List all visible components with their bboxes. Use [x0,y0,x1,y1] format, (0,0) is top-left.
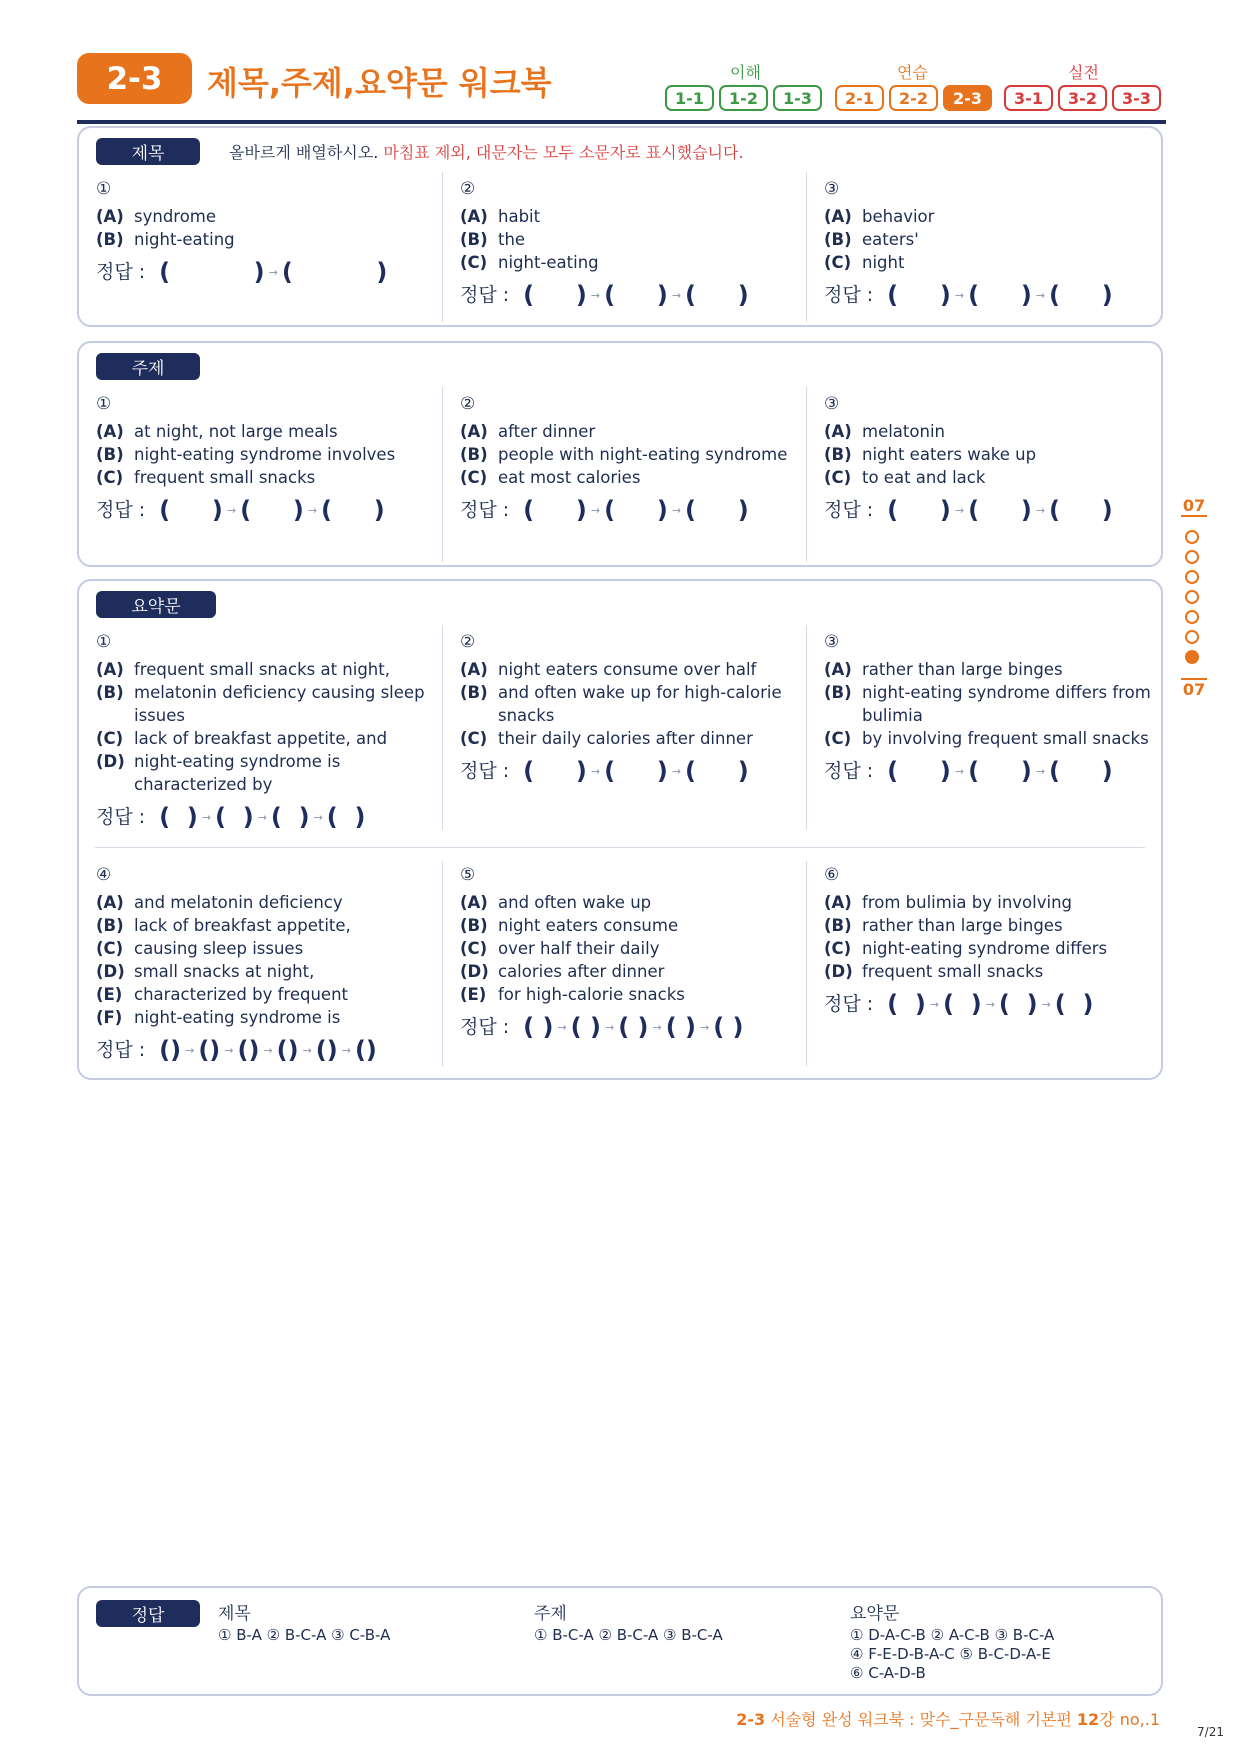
answer-blank[interactable]: () [315,1036,338,1064]
arrow-icon: → [590,765,601,778]
page-dot-icon [1185,550,1199,564]
option-key: (A) [460,893,488,912]
answer-blank[interactable]: ( ) [887,496,951,524]
option [96,466,446,489]
option-text: frequent small snacks at night, [134,660,390,679]
answer-key-summary-line-1: ① D-A-C-B ② A-C-B ③ B-C-A [850,1626,1055,1644]
summary-item-2 [460,631,810,783]
summary-item-6 [824,864,1174,1016]
option [96,443,446,466]
arrow-icon: → [671,765,682,778]
option-key: (A) [824,422,852,441]
footer [736,1707,1160,1730]
option-text: night-eating syndrome differs from bulimia [862,683,1151,725]
answer-row [96,803,446,831]
option-text: lack of breakfast appetite, and [134,729,388,748]
option-text: and often wake up [498,893,652,912]
answer-blank[interactable]: ( ) [685,496,749,524]
answer-row [824,281,1174,309]
option-key: (B) [96,230,124,249]
answer-label: 정답 : [460,499,510,521]
summary-tag: 요약문 [96,591,216,618]
option [460,960,810,983]
option-text: frequent small snacks [862,962,1044,981]
option [96,937,446,960]
item-number: ① [96,632,112,652]
answer-blank[interactable]: ( ) [665,1013,696,1041]
arrow-icon: → [954,289,965,302]
answer-blank[interactable]: ( ) [685,757,749,785]
answer-label: 정답 : [460,760,510,782]
side-index-bottom: 07 [1182,680,1206,699]
option-key: (C) [824,468,852,487]
option-text: night-eating syndrome involves [134,445,396,464]
arrow-icon: → [1035,765,1046,778]
chip-3-1[interactable]: 3-1 [1004,85,1053,111]
option [824,914,1174,937]
option-key: (E) [96,985,123,1004]
answer-blank[interactable]: ( ) [1049,281,1113,309]
answer-blank[interactable]: ( ) [968,281,1032,309]
level-group-understand: 이해 [730,63,761,82]
answer-row [460,281,810,309]
option [96,205,446,228]
page-dot-icon [1185,530,1199,544]
option [824,937,1174,960]
option-key: (C) [824,729,852,748]
option-key: (F) [96,1008,123,1027]
page-title: 제목,주제,요약문 워크북 [207,64,552,102]
answer-row [824,496,1174,524]
instruction-note: 마침표 제외, 대문자는 모두 소문자로 표시했습니다. [383,143,744,162]
option-key: (A) [460,207,488,226]
chip-1-2[interactable]: 1-2 [719,85,768,111]
option-text: night-eating syndrome differs [862,939,1108,958]
option-text: lack of breakfast appetite, [134,916,351,935]
answer-label: 정답 : [824,993,874,1015]
arrow-icon: → [1035,504,1046,517]
option-text: night eaters consume [498,916,679,935]
arrow-icon: → [671,289,682,302]
option-key: (E) [460,985,487,1004]
topic-item-3 [824,393,1174,522]
arrow-icon: → [700,1021,710,1034]
option [460,727,810,750]
summary-item-1 [96,631,446,829]
answer-blank[interactable]: () [159,1036,182,1064]
arrow-icon: → [1035,289,1046,302]
option-text: over half their daily [498,939,660,958]
title-item-1 [96,178,446,284]
option-text: small snacks at night, [134,962,315,981]
answer-blank[interactable]: ( ) [270,803,310,831]
chip-3-3[interactable]: 3-3 [1112,85,1161,111]
arrow-icon: → [263,1044,273,1057]
option-text: rather than large binges [862,916,1063,935]
option [824,658,1174,681]
option-key: (B) [460,916,488,935]
option-key: (C) [824,939,852,958]
option [460,914,810,937]
answer-blank[interactable]: ( ) [887,757,951,785]
option-key: (B) [824,916,852,935]
arrow-icon: → [226,504,237,517]
answer-blank[interactable]: ( ) [1049,496,1113,524]
answer-blank[interactable]: ( ) [713,1013,744,1041]
answer-row [460,757,810,785]
option [96,914,446,937]
option-key: (D) [96,752,125,771]
option-text: people with night-eating syndrome [498,445,788,464]
answer-blank[interactable]: ( ) [159,803,198,831]
option-key: (C) [96,729,124,748]
option-key: (C) [460,939,488,958]
answer-label: 정답 : [824,499,874,521]
option-key: (B) [824,230,852,249]
item-number: ③ [824,179,840,199]
option-text: causing sleep issues [134,939,304,958]
page-dot-active-icon [1185,650,1199,664]
answer-label: 정답 : [96,1039,146,1061]
answer-blank[interactable]: ( ) [523,281,587,309]
arrow-icon: → [590,504,601,517]
option-text: their daily calories after dinner [498,729,753,748]
option [96,891,446,914]
answer-blank[interactable]: ( ) [604,757,668,785]
option-key: (A) [824,207,852,226]
instruction-text: 올바르게 배열하시오. [229,143,379,162]
answer-row [460,1013,810,1041]
answer-blank[interactable]: ( ) [1054,990,1094,1018]
option-text: behavior [862,207,935,226]
option [824,727,1174,750]
page-number: 7/21 [1197,1725,1224,1739]
answer-row [96,258,446,286]
answer-label: 정답 : [96,499,146,521]
page-dot-icon [1185,570,1199,584]
answer-blank[interactable]: ( ) [281,258,388,286]
answer-row [96,496,446,524]
arrow-icon: → [307,504,318,517]
answer-blank[interactable]: ( ) [887,281,951,309]
answer-key-tag: 정답 [96,1600,200,1627]
answer-row [824,990,1174,1018]
answer-blank[interactable]: ( ) [523,757,587,785]
answer-blank[interactable]: ( ) [215,803,254,831]
answer-blank[interactable]: ( ) [326,803,366,831]
option [824,228,1174,251]
answer-key-summary-line-2: ④ F-E-D-B-A-C ⑤ B-C-D-A-E [850,1645,1051,1663]
arrow-icon: → [341,1044,351,1057]
answer-label: 정답 : [96,806,146,828]
option-key: (C) [460,468,488,487]
option-text: eaters' [862,230,919,249]
option-key: (B) [824,445,852,464]
answer-key-topic-values: ① B-C-A ② B-C-A ③ B-C-A [534,1626,723,1644]
item-number: ③ [824,632,840,652]
option-key: (D) [96,962,125,981]
arrow-icon: → [201,811,212,824]
answer-blank[interactable]: ( ) [618,1013,649,1041]
item-number: ③ [824,394,840,414]
title-tag: 제목 [96,138,200,165]
chip-1-3[interactable]: 1-3 [773,85,822,111]
option [460,681,810,727]
arrow-icon: → [604,1021,615,1034]
arrow-icon: → [929,998,940,1011]
section-badge: 2-3 [77,53,192,104]
option-text: from bulimia by involving [862,893,1073,912]
answer-label: 정답 : [460,284,510,306]
item-number: ① [96,394,112,414]
answer-label: 정답 : [824,760,874,782]
arrow-icon: → [652,1021,662,1034]
instruction [229,140,744,163]
topic-item-1 [96,393,446,522]
answer-label: 정답 : [824,284,874,306]
item-number: ② [460,394,476,414]
option [460,658,810,681]
option-text: frequent small snacks [134,468,316,487]
option [96,681,446,727]
option-text: and melatonin deficiency [134,893,343,912]
answer-key-panel [77,1586,1163,1696]
option-text: the [498,230,526,249]
answer-blank[interactable]: () [237,1036,260,1064]
option [96,960,446,983]
option [824,466,1174,489]
arrow-icon: → [257,811,267,824]
chip-3-2[interactable]: 3-2 [1058,85,1107,111]
arrow-icon: → [302,1044,312,1057]
option-key: (A) [460,660,488,679]
option [96,658,446,681]
answer-blank[interactable]: () [354,1036,377,1064]
option-text: night-eating syndrome is [134,1008,341,1027]
option [824,891,1174,914]
option-key: (B) [96,916,124,935]
option-text: night [862,253,905,272]
answer-blank[interactable]: ( ) [943,990,982,1018]
item-number: ④ [96,865,112,885]
option-key: (C) [824,253,852,272]
option-key: (B) [96,445,124,464]
option [824,205,1174,228]
row-divider [95,847,1145,848]
option-key: (B) [460,445,488,464]
page-dot-icon [1185,610,1199,624]
option-text: calories after dinner [498,962,665,981]
option-text: melatonin deficiency causing sleep issues [134,683,425,725]
option-text: for high-calorie snacks [498,985,685,1004]
arrow-icon: → [313,811,323,824]
option-key: (A) [824,660,852,679]
footer-lesson: 12 [1076,1710,1100,1729]
option-text: eat most calories [498,468,641,487]
arrow-icon: → [224,1044,234,1057]
arrow-icon: → [954,504,965,517]
arrow-icon: → [671,504,682,517]
answer-row [824,757,1174,785]
item-number: ⑤ [460,865,476,885]
option [460,228,810,251]
option-text: habit [498,207,541,226]
answer-key-summary-heading: 요약문 [850,1604,900,1624]
topic-item-2 [460,393,810,522]
option [824,681,1174,727]
item-number: ① [96,179,112,199]
answer-blank[interactable]: ( ) [968,757,1032,785]
level-group-practice: 연습 [897,63,928,82]
option-text: at night, not large meals [134,422,338,441]
option-text: syndrome [134,207,217,226]
option-key: (C) [96,939,124,958]
answer-key-title-heading: 제목 [218,1604,251,1624]
option [96,750,446,796]
footer-tail: 강 no,.1 [1099,1710,1160,1729]
option [824,443,1174,466]
answer-blank[interactable]: ( ) [321,496,385,524]
option-text: night eaters consume over half [498,660,757,679]
chip-2-2[interactable]: 2-2 [889,85,938,111]
option-key: (A) [96,660,124,679]
option [460,443,810,466]
option-key: (D) [824,962,853,981]
answer-blank[interactable]: ( ) [159,496,223,524]
option [96,727,446,750]
option-key: (A) [96,422,124,441]
option-text: night eaters wake up [862,445,1037,464]
item-number: ⑥ [824,865,840,885]
option [460,466,810,489]
arrow-icon: → [268,266,278,279]
answer-blank[interactable]: ( ) [604,496,668,524]
answer-blank[interactable]: ( ) [968,496,1032,524]
answer-blank[interactable]: ( ) [685,281,749,309]
option [96,420,446,443]
option-text: night-eating syndrome is characterized by [134,752,341,794]
option-key: (D) [460,962,489,981]
answer-blank[interactable]: () [276,1036,299,1064]
answer-blank[interactable]: ( ) [159,258,265,286]
option-text: to eat and lack [862,468,986,487]
side-index-top: 07 [1182,496,1206,515]
summary-item-4 [96,864,446,1062]
answer-blank[interactable]: ( ) [523,1013,554,1041]
option-key: (C) [460,729,488,748]
option-text: rather than large binges [862,660,1063,679]
option-key: (C) [460,253,488,272]
arrow-icon: → [1041,998,1051,1011]
option-text: and often wake up for high-calorie snacks [498,683,782,725]
option [96,228,446,251]
footer-text: 서술형 완성 워크북 : 맞수_구문독해 기본편 [765,1710,1077,1729]
item-number: ② [460,632,476,652]
item-number: ② [460,179,476,199]
answer-blank[interactable]: ( ) [523,496,587,524]
arrow-icon: → [954,765,965,778]
option [96,1006,446,1029]
option-text: night-eating [134,230,235,249]
option-key: (B) [824,683,852,702]
answer-key-topic-heading: 주제 [534,1604,567,1624]
title-item-3 [824,178,1174,307]
option-text: melatonin [862,422,945,441]
option-key: (C) [96,468,124,487]
option [824,960,1174,983]
arrow-icon: → [985,998,995,1011]
footer-code: 2-3 [736,1710,766,1729]
option-text: after dinner [498,422,596,441]
answer-label: 정답 : [96,261,146,283]
answer-blank[interactable]: ( ) [887,990,926,1018]
option [460,891,810,914]
topic-tag: 주제 [96,353,200,380]
option-key: (A) [824,893,852,912]
summary-item-3 [824,631,1174,783]
chip-1-1[interactable]: 1-1 [665,85,714,111]
answer-blank[interactable]: ( ) [570,1013,601,1041]
chip-2-1[interactable]: 2-1 [835,85,884,111]
header-rule [77,120,1166,124]
summary-item-5 [460,864,810,1039]
topic-panel [77,341,1163,567]
option-key: (A) [460,422,488,441]
option [824,251,1174,274]
answer-row [96,1036,446,1064]
option-text: by involving frequent small snacks [862,729,1149,748]
option [460,937,810,960]
option-key: (B) [460,683,488,702]
page-dot-icon [1185,630,1199,644]
option-key: (A) [96,893,124,912]
option-key: (B) [96,683,124,702]
option-text: characterized by frequent [134,985,349,1004]
option [96,983,446,1006]
chip-2-3[interactable]: 2-3 [943,85,992,111]
answer-row [460,496,810,524]
answer-blank[interactable]: ( ) [1049,757,1113,785]
answer-blank[interactable]: ( ) [240,496,304,524]
title-panel [77,126,1163,327]
answer-label: 정답 : [460,1016,510,1038]
level-group-real: 실전 [1068,63,1099,82]
option [824,420,1174,443]
arrow-icon: → [185,1044,195,1057]
answer-blank[interactable]: ( ) [604,281,668,309]
answer-blank[interactable]: ( ) [998,990,1038,1018]
option [460,251,810,274]
option-text: night-eating [498,253,599,272]
option [460,420,810,443]
answer-blank[interactable]: () [198,1036,221,1064]
arrow-icon: → [590,289,601,302]
title-item-2 [460,178,810,307]
option-key: (B) [460,230,488,249]
option [460,983,810,1006]
option-key: (A) [96,207,124,226]
answer-key-summary-line-3: ⑥ C-A-D-B [850,1664,926,1682]
summary-panel [77,579,1163,1080]
page-dot-icon [1185,590,1199,604]
option [460,205,810,228]
answer-key-title-values: ① B-A ② B-C-A ③ C-B-A [218,1626,391,1644]
arrow-icon: → [557,1021,567,1034]
